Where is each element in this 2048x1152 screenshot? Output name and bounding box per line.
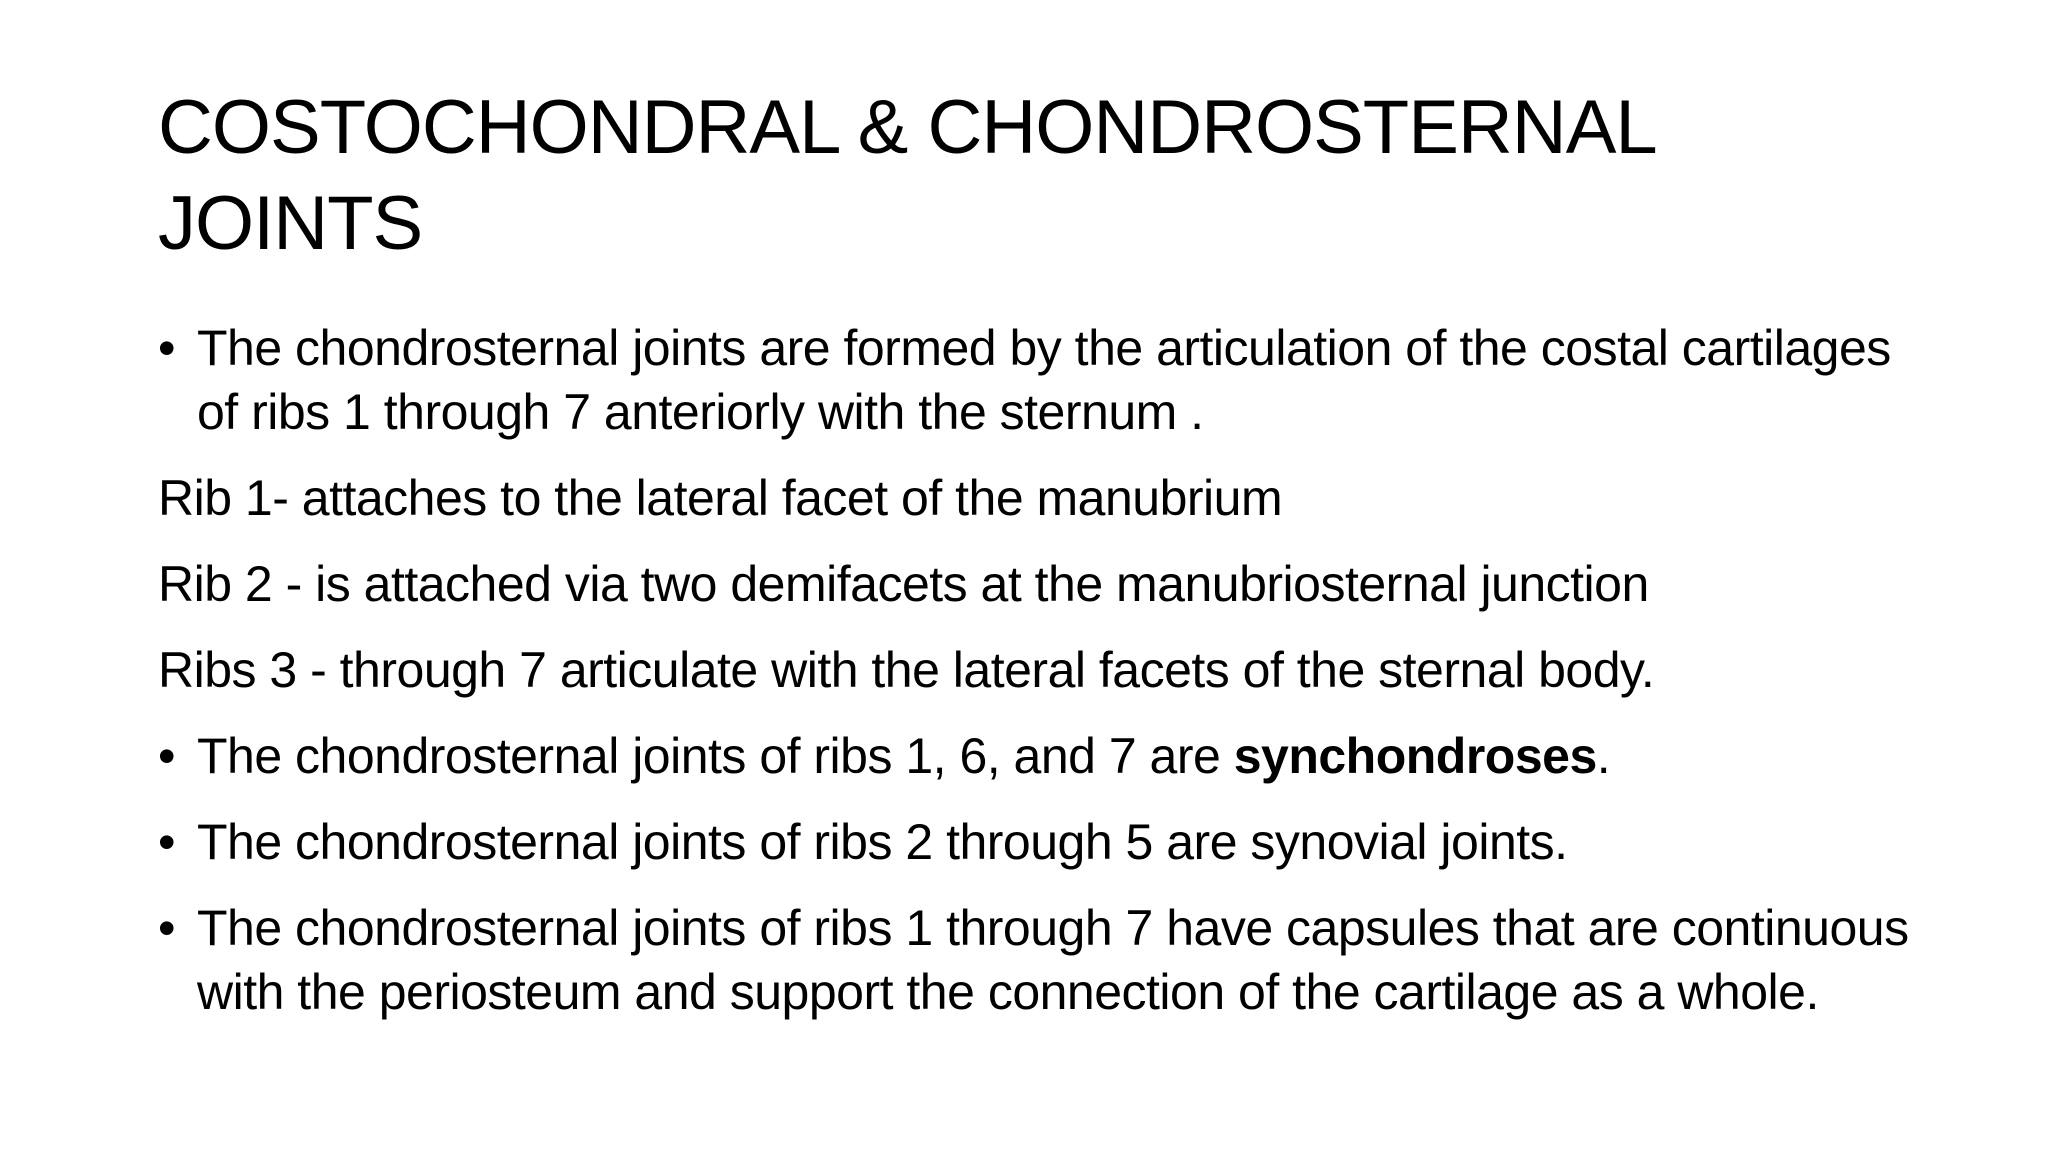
ribs-3-7-line: Ribs 3 - through 7 articulate with the lateral facets of the sternal body. xyxy=(158,642,1655,698)
bullet-text: The chondrosternal joints of ribs 2 through 5 are synovial joints. xyxy=(197,814,1568,870)
bullet-item xyxy=(158,810,1918,874)
slide-body xyxy=(158,316,1918,1046)
bullet-icon: • xyxy=(158,814,176,870)
rib-2-line: Rib 2 - is attached via two demifacets at the manubriosternal junction xyxy=(158,556,1649,612)
bullet-text-bold: synchondroses xyxy=(1233,728,1597,784)
bullet-item xyxy=(158,896,1918,1024)
bullet-icon: • xyxy=(158,728,176,784)
bullet-text-prefix: The chondrosternal joints of ribs 1, 6, and 7 are xyxy=(197,728,1234,784)
slide-title: COSTOCHONDRAL & CHONDROSTERNAL JOINTS xyxy=(158,85,1654,266)
bullet-icon: • xyxy=(158,320,176,376)
bullet-text-suffix: . xyxy=(1596,728,1611,784)
bullet-text: The chondrosternal joints of ribs 1 through 7 have capsules that are continuous with the periosteum and support the connection of the cartilage as a whole. xyxy=(197,900,1909,1020)
bullet-icon: • xyxy=(158,900,176,956)
bullet-item xyxy=(158,724,1918,788)
bullet-text: The chondrosternal joints are formed by the articulation of the costal cartilages of ribs 1 through 7 anteriorly with the sternum . xyxy=(197,320,1891,440)
rib-1-line: Rib 1- attaches to the lateral facet of the manubrium xyxy=(158,470,1283,526)
bullet-item xyxy=(158,316,1918,444)
